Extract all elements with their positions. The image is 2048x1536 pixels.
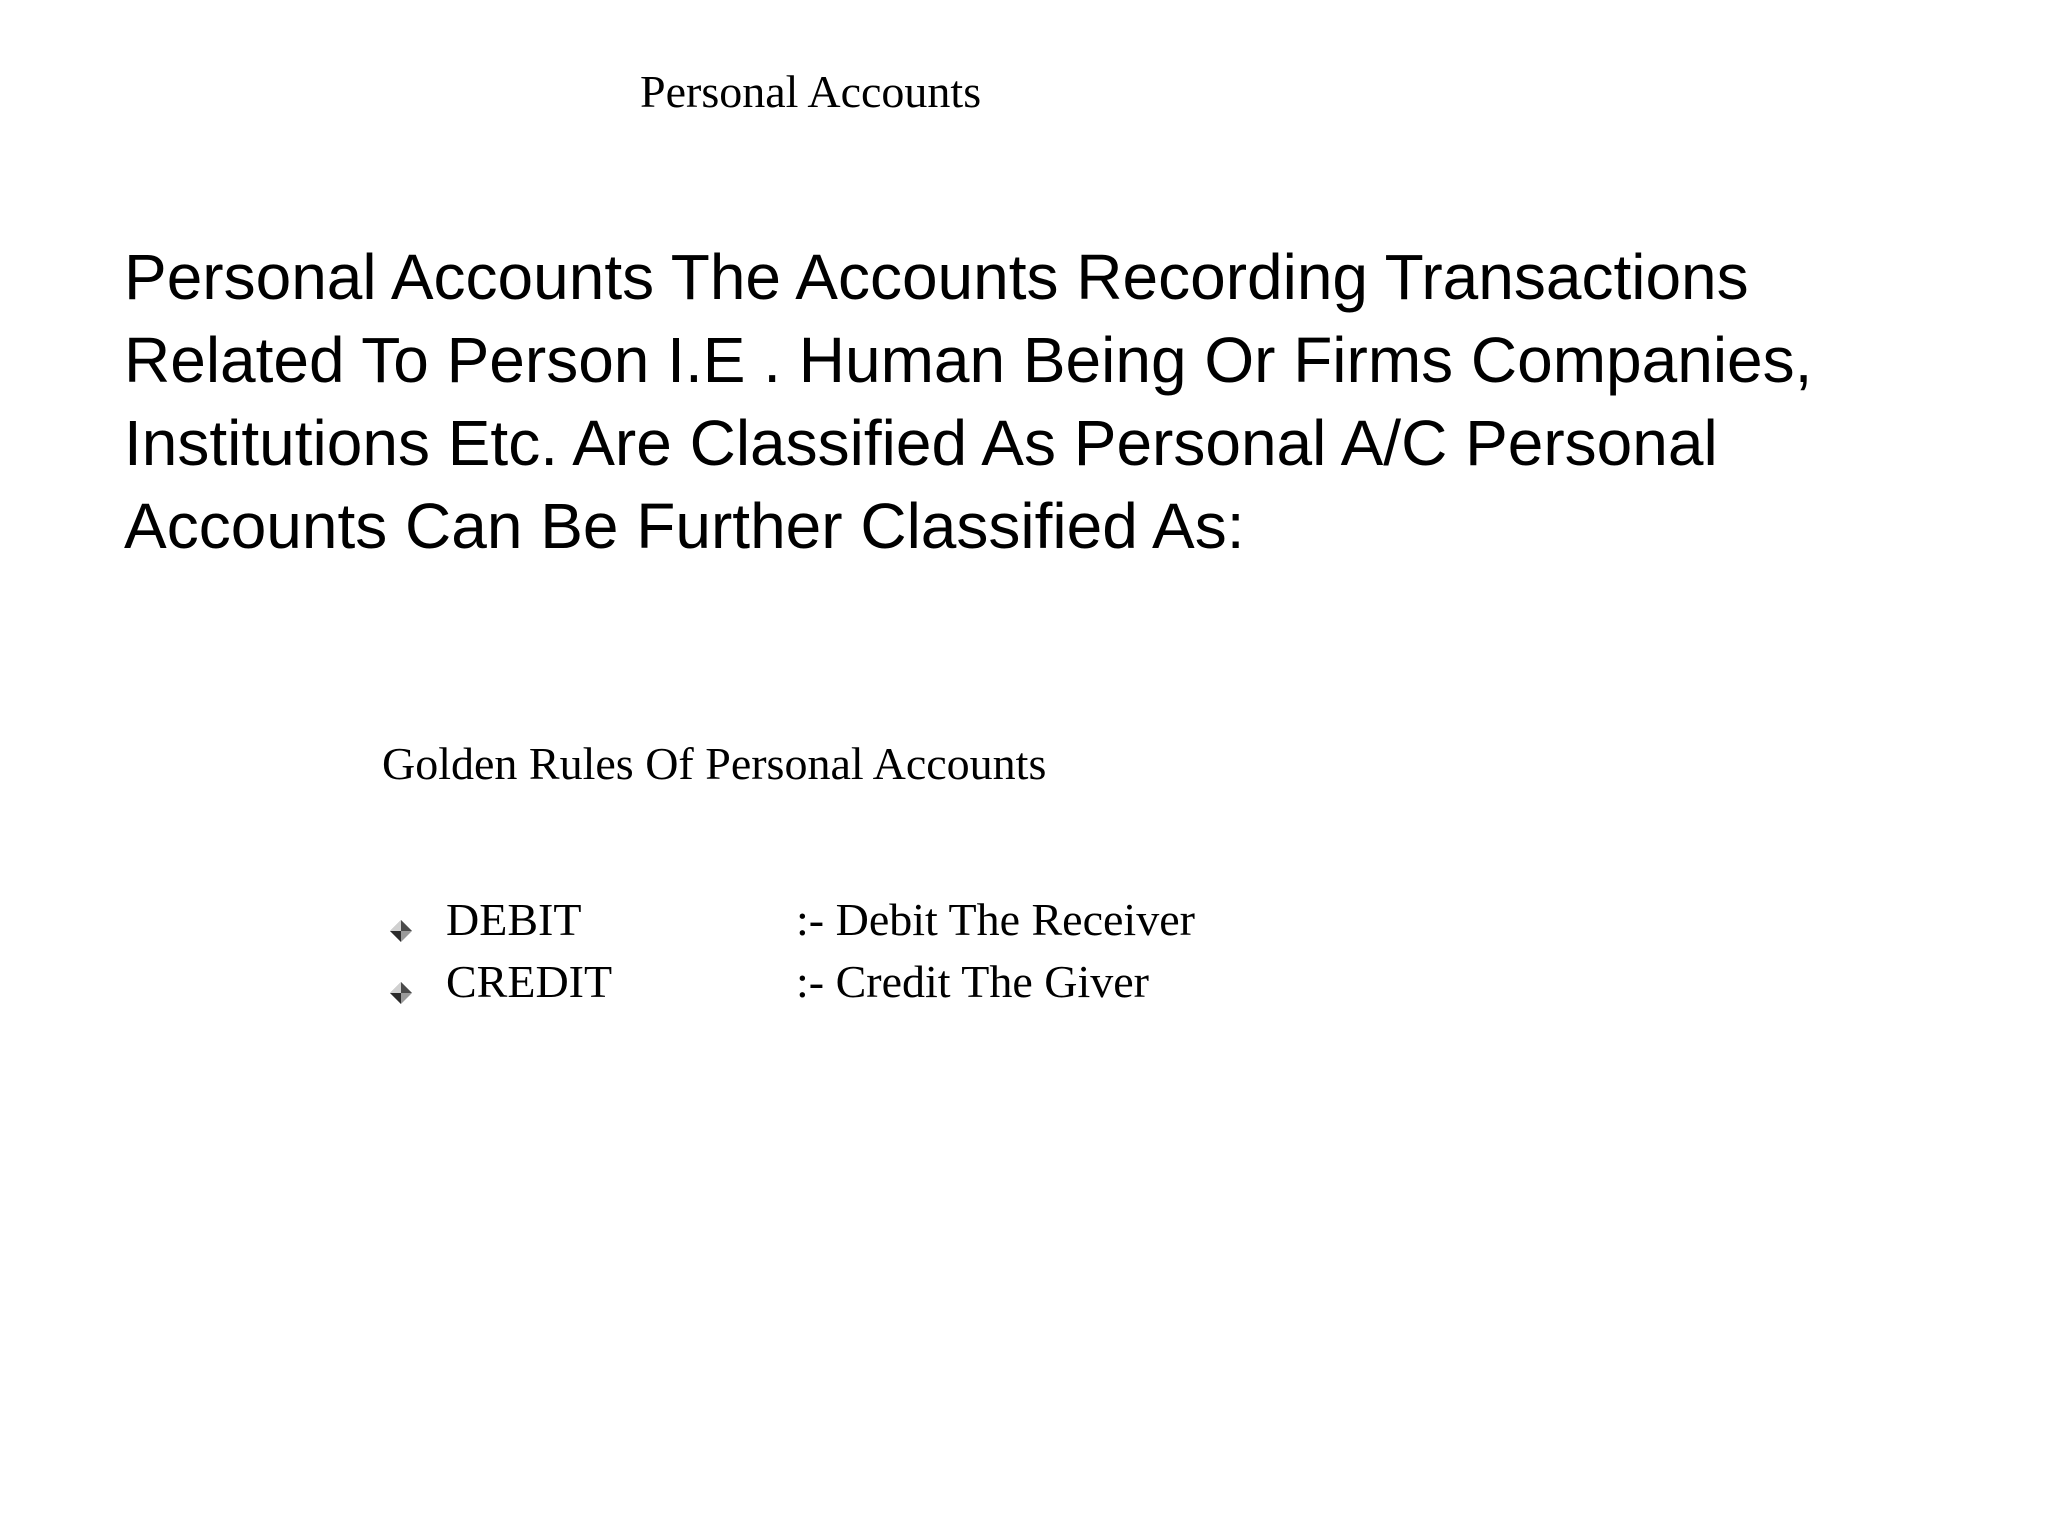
rule-term: CREDIT: [446, 955, 613, 1007]
rule-item-credit: [382, 950, 1195, 1012]
rules-list: [382, 888, 1195, 1012]
rule-term: DEBIT: [446, 893, 582, 945]
rule-description: :- Debit The Receiver: [796, 893, 1195, 945]
definition-line: Related To Person I.E . Human Being Or Firms Companies,: [124, 324, 1813, 396]
definition-line: Personal Accounts The Accounts Recording Transactions: [124, 241, 1749, 313]
diamond-bullet-icon: [386, 904, 416, 934]
rule-item-debit: [382, 888, 1195, 950]
definition-paragraph: [124, 236, 2004, 568]
definition-line: Institutions Etc. Are Classified As Personal A/C Personal: [124, 407, 1718, 479]
slide-title: Personal Accounts: [640, 66, 982, 117]
definition-line: Accounts Can Be Further Classified As:: [124, 490, 1245, 562]
rule-description: :- Credit The Giver: [796, 955, 1149, 1007]
rules-heading: Golden Rules Of Personal Accounts: [382, 738, 1047, 789]
diamond-bullet-icon: [386, 966, 416, 996]
